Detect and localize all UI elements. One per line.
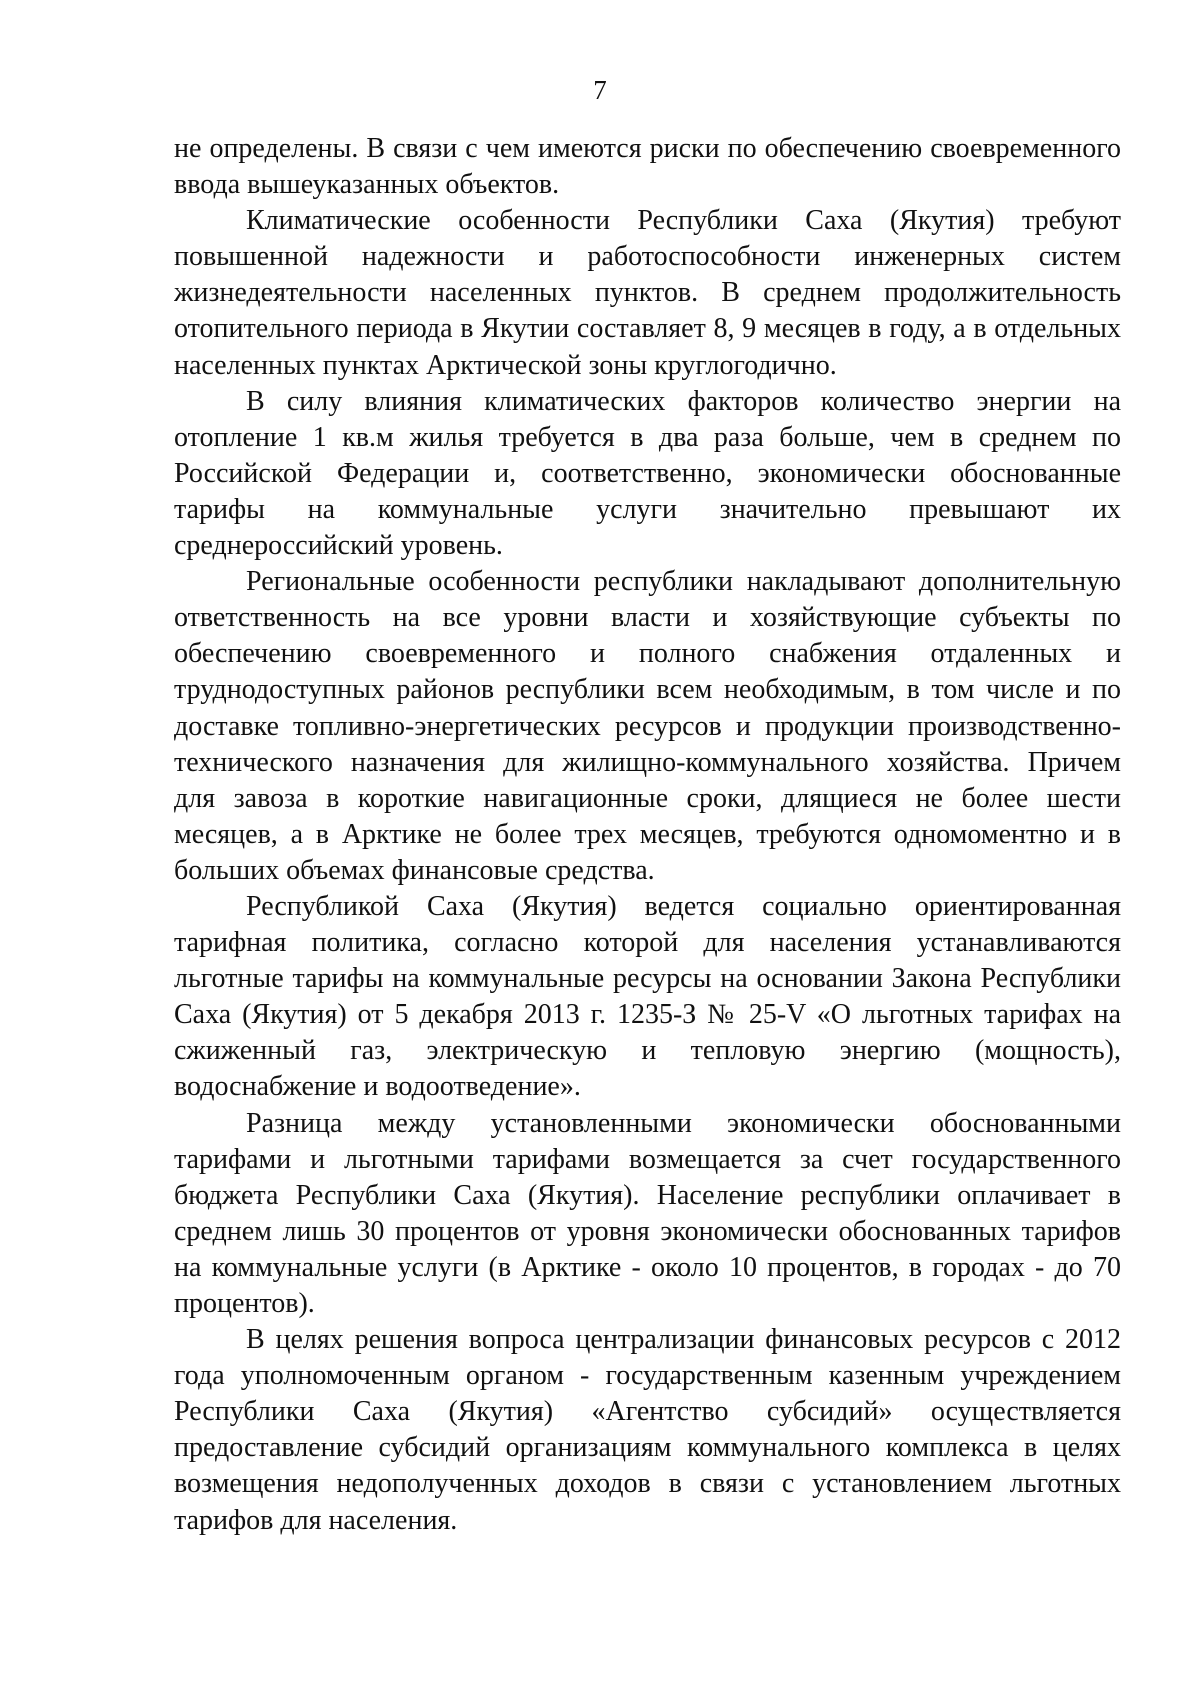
text-line: населенных пунктах Арктической зоны круглогодично. — [174, 349, 837, 381]
text-line: не определены. В связи с чем имеются риски по обеспечению своевременного — [174, 133, 1121, 164]
text-line: больших объемах финансовые средства. — [174, 854, 655, 886]
text-line: доставке топливно-энергетических ресурсов и продукции производственно- — [174, 710, 1121, 742]
text-line: Региональные особенности республики накладывают дополнительную — [246, 566, 1121, 598]
text-line: труднодоступных районов республики всем необходимым, в том числе и по — [174, 674, 1121, 706]
paragraph — [174, 889, 1121, 1106]
text-line: водоснабжение и водоотведение». — [174, 1071, 581, 1103]
text-line: для завоза в короткие навигационные сроки, длящиеся не более шести — [174, 782, 1121, 814]
text-line: отопительного периода в Якутии составляет 8, 9 месяцев в году, а в отдельных — [174, 313, 1121, 345]
text-line: повышенной надежности и работоспособности инженерных систем — [174, 241, 1121, 273]
text-line: Климатические особенности Республики Саха (Якутия) требуют — [246, 205, 1121, 237]
text-line: среднем лишь 30 процентов от уровня экономически обоснованных тарифов — [174, 1215, 1121, 1247]
text-line: технического назначения для жилищно-коммунального хозяйства. Причем — [174, 746, 1121, 778]
text-line: Российской Федерации и, соответственно, экономически обоснованные — [174, 457, 1121, 489]
text-line: В силу влияния климатических факторов количество энергии на — [246, 385, 1121, 417]
text-line: Разница между установленными экономически обоснованными — [246, 1107, 1121, 1139]
paragraph — [174, 1322, 1121, 1539]
paragraph — [174, 384, 1121, 564]
text-line: льготные тарифы на коммунальные ресурсы на основании Закона Республики — [174, 963, 1121, 995]
text-line: жизнедеятельности населенных пунктов. В среднем продолжительность — [174, 277, 1121, 309]
text-line: обеспечению своевременного и полного снабжения отдаленных и — [174, 638, 1121, 670]
text-line: ввода вышеуказанных объектов. — [174, 169, 560, 201]
document-body — [174, 131, 1121, 1539]
paragraph — [174, 564, 1121, 889]
text-line: тарифная политика, согласно которой для населения устанавливаются — [174, 927, 1121, 959]
text-line: Республикой Саха (Якутия) ведется социально ориентированная — [246, 890, 1121, 922]
text-line: В целях решения вопроса централизации финансовых ресурсов с 2012 — [246, 1324, 1121, 1356]
text-line: тарифами и льготными тарифами возмещается за счет государственного — [174, 1143, 1121, 1175]
text-line: бюджета Республики Саха (Якутия). Население республики оплачивает в — [174, 1179, 1121, 1211]
text-line: года уполномоченным органом - государственным казенным учреждением — [174, 1360, 1121, 1392]
text-line: месяцев, а в Арктике не более трех месяцев, требуются одномоментно и в — [174, 818, 1121, 850]
text-line: сжиженный газ, электрическую и тепловую энергию (мощность), — [174, 1035, 1121, 1067]
text-line: Республики Саха (Якутия) «Агентство субсидий» осуществляется — [174, 1396, 1121, 1428]
text-line: среднероссийский уровень. — [174, 530, 503, 562]
paragraph — [174, 131, 1121, 203]
text-line: Саха (Якутия) от 5 декабря 2013 г. 1235-З № 25-V «О льготных тарифах на — [174, 999, 1121, 1031]
text-line: отопление 1 кв.м жилья требуется в два раза больше, чем в среднем по — [174, 421, 1121, 453]
text-line: на коммунальные услуги (в Арктике - около 10 процентов, в городах - до 70 — [174, 1251, 1121, 1283]
page-number: 7 — [593, 75, 607, 105]
text-line: возмещения недополученных доходов в связи с установлением льготных — [174, 1468, 1121, 1500]
text-line: тарифов для населения. — [174, 1504, 458, 1536]
paragraph — [174, 1106, 1121, 1323]
text-line: процентов). — [174, 1288, 315, 1319]
text-line: предоставление субсидий организациям коммунального комплекса в целях — [174, 1432, 1121, 1464]
text-line: ответственность на все уровни власти и хозяйствующие субъекты по — [174, 602, 1121, 634]
paragraph — [174, 203, 1121, 383]
text-line: тарифы на коммунальные услуги значительно превышают их — [174, 493, 1121, 525]
